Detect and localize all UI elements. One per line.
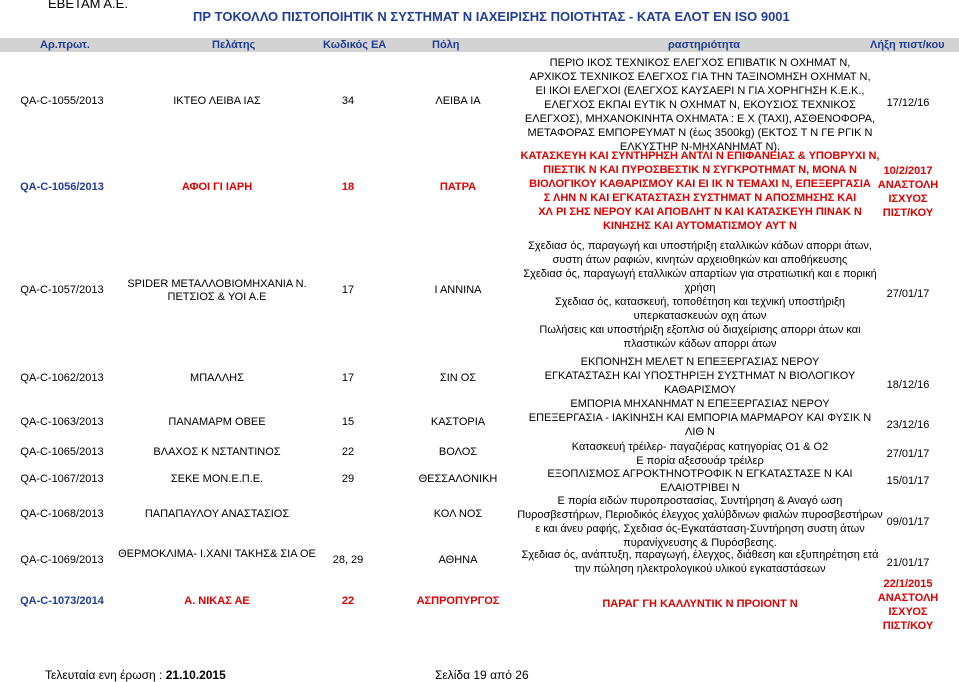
activity-line: ε και άνευ ραφής, Σχεδιασ ός-Εγκατάσταση-Συντήρηση συστη άτων bbox=[535, 523, 865, 535]
activity-line: πυρανίχνευσης & Πυρόσβεσης. bbox=[623, 537, 777, 549]
activity-line: χρήση bbox=[684, 282, 716, 294]
cell-code: 17 bbox=[341, 372, 355, 384]
cell-expiry bbox=[858, 418, 958, 432]
cell-client: ΘΕΡΜΟΚΛΙΜΑ- Ι.ΧΑΝΙ ΤΑΚΗΣ& ΣΙΑ ΟΕ bbox=[118, 548, 316, 560]
cell-protocol: QA-C-1062/2013 bbox=[20, 372, 104, 384]
cell-city: ΑΣΠΡΟΠΥΡΓΟΣ bbox=[416, 595, 500, 607]
cell-city: ΛΕΙΒΑ ΙΑ bbox=[435, 95, 481, 107]
cell-city: Ι ΑΝΝΙΝΑ bbox=[434, 284, 482, 296]
cell-protocol: QA-C-1069/2013 bbox=[20, 554, 104, 566]
cell-client: ΠΑΝΑΜΑΡΜ ΟΒΕΕ bbox=[168, 416, 266, 428]
cell-protocol: QA-C-1073/2014 bbox=[20, 595, 104, 607]
cell-city: ΑΘΗΝΑ bbox=[438, 554, 478, 566]
activity-line: ΕΠΕΞΕΡΓΑΣΙΑ - ΙΑΚΙΝΗΣΗ ΚΑΙ ΕΜΠΟΡΙΑ ΜΑΡΜΑΡΟΥ ΚΑΙ ΦΥΣΙΚ Ν bbox=[528, 412, 872, 424]
activity-line: Πωλήσεις και υποστήριξη εξοπλισ ού διαχείρισης απορρι άτων και bbox=[539, 324, 861, 336]
cell-expiry bbox=[858, 164, 958, 220]
cell-code: 29 bbox=[341, 473, 355, 485]
cell-expiry bbox=[858, 447, 958, 461]
cell-activity bbox=[500, 239, 900, 351]
cell-client: ΑΦΟΙ ΓΙ ΙΑΡΗ bbox=[181, 181, 253, 193]
cell-client: ΙΚΤΕΟ ΛΕΙΒΑ ΙΑΣ bbox=[173, 95, 261, 107]
expiry-line: ΑΝΑΣΤΟΛΗ bbox=[877, 179, 939, 191]
cell-client: Α. ΝΙΚΑΣ ΑΕ bbox=[184, 595, 250, 607]
cell-expiry bbox=[858, 556, 958, 570]
cell-client: ΒΛΑΧΟΣ Κ ΝΣΤΑΝΤΙΝΟΣ bbox=[153, 446, 281, 458]
activity-line: ΕΙ ΙΚΟΙ ΕΛΕΓΧΟΙ (ΕΛΕΓΧΟΣ ΚΑΥΣΑΕΡΙ Ν ΓΙΑ ΧΟΡΗΓΗΣΗ Κ.Ε.Κ., bbox=[535, 85, 865, 97]
activity-line: ΒΙΟΛΟΓΙΚΟΥ ΚΑΘΑΡΙΣΜΟΥ ΚΑΙ ΕΙ ΙΚ Ν ΤΕΜΑΧΙ Ν, ΕΠΕΞΕΡΓΑΣΙΑ bbox=[529, 178, 871, 190]
cell-activity bbox=[500, 597, 900, 611]
cell-code: 22 bbox=[341, 595, 355, 607]
col-header-expiry: Λήξη πιστ/κου bbox=[870, 39, 945, 51]
activity-line: την πώληση ηλεκτρολογικού υλικού εγκαταστάσεων bbox=[574, 563, 826, 575]
expiry-line: ΠΙΣΤ/ΚΟΥ bbox=[882, 620, 934, 632]
activity-line: Ε πορία ειδών πυροπροστασίας, Συντήρηση & Αναγό ωση bbox=[557, 495, 843, 507]
cell-activity bbox=[500, 411, 900, 439]
cell-expiry bbox=[858, 474, 958, 488]
cell-expiry bbox=[858, 96, 958, 110]
col-header-client: Πελάτης bbox=[212, 39, 256, 51]
cell-code: 18 bbox=[341, 181, 355, 193]
page-number: Σελίδα 19 από 26 bbox=[435, 668, 529, 682]
cell-code: 17 bbox=[341, 284, 355, 296]
cell-city: ΚΑΣΤΟΡΙΑ bbox=[430, 416, 486, 428]
cell-protocol: QA-C-1065/2013 bbox=[20, 446, 104, 458]
cell-protocol: QA-C-1056/2013 bbox=[20, 181, 104, 193]
cell-activity bbox=[500, 56, 900, 154]
expiry-line: 17/12/16 bbox=[886, 97, 930, 109]
cell-code: 28, 29 bbox=[332, 554, 364, 566]
cell-code: 22 bbox=[341, 446, 355, 458]
expiry-line: 23/12/16 bbox=[886, 419, 930, 431]
cell-protocol: QA-C-1055/2013 bbox=[20, 95, 104, 107]
col-header-activity: ραστηριότητα bbox=[668, 39, 740, 51]
cell-client: ΠΑΠΑΠΑΥΛΟΥ ΑΝΑΣΤΑΣΙΟΣ bbox=[144, 508, 290, 520]
last-update bbox=[45, 668, 226, 682]
cell-city: ΠΑΤΡΑ bbox=[439, 181, 477, 193]
expiry-line: ΑΝΑΣΤΟΛΗ bbox=[877, 592, 939, 604]
cell-client: ΜΠΑΛΛΗΣ bbox=[190, 372, 244, 384]
activity-line: πλαστικών κάδων απορρι άτων bbox=[623, 338, 777, 350]
cell-client: ΣΕΚΕ ΜΟΝ.Ε.Π.Ε. bbox=[170, 473, 264, 485]
activity-line: ΕΛΑΙΟΤΡΙΒΕΙ Ν bbox=[660, 482, 740, 494]
expiry-line: 21/01/17 bbox=[886, 557, 930, 569]
cell-code: 15 bbox=[341, 416, 355, 428]
activity-line: Κατασκευή τρέιλερ- παγαζιέρας κατηγορίας Ο1 & Ο2 bbox=[571, 441, 829, 453]
cell-expiry bbox=[858, 378, 958, 392]
activity-line: ΚΙΝΗΣΗΣ ΚΑΙ ΑΥΤΟΜΑΤΙΣΜΟΥ ΑΥΤ Ν bbox=[602, 220, 797, 232]
activity-line: Σχεδιασ ός, ανάπτυξη, παραγωγή, έλεγχος, διάθεση και εξυπηρέτηση ετά bbox=[521, 549, 879, 561]
cell-protocol: QA-C-1057/2013 bbox=[20, 284, 104, 296]
activity-line: ΕΛΚΥΣΤΗΡ Ν-ΜΗΧΑΝΗΜΑΤ Ν). bbox=[619, 141, 781, 153]
cell-activity bbox=[500, 355, 900, 411]
expiry-line: 27/01/17 bbox=[886, 288, 930, 300]
expiry-line: ΙΣΧΥΟΣ bbox=[888, 193, 928, 205]
last-update-date: 21.10.2015 bbox=[165, 668, 226, 682]
activity-line: ΜΕΤΑΦΟΡΑΣ ΕΜΠΟΡΕΥΜΑΤ Ν (έως 3500kg) (ΕΚΤΟΣ Τ Ν ΓΕ ΡΓΙΚ Ν bbox=[527, 127, 873, 139]
cell-protocol: QA-C-1067/2013 bbox=[20, 473, 104, 485]
activity-line: ΠΕΡΙΟ ΙΚΟΣ ΤΕΧΝΙΚΟΣ ΕΛΕΓΧΟΣ ΕΠΙΒΑΤΙΚ Ν ΟΧΗΜΑΤ Ν, bbox=[549, 57, 851, 69]
activity-line: Ε πορία αξεσουάρ τρέιλερ bbox=[636, 455, 764, 467]
company-name: ΕΒΕΤΑΜ Α.Ε. bbox=[48, 0, 128, 11]
activity-line: ΕΚΠΟΝΗΣΗ ΜΕΛΕΤ Ν ΕΠΕΞΕΡΓΑΣΙΑΣ ΝΕΡΟΥ bbox=[580, 356, 820, 368]
cell-activity bbox=[500, 440, 900, 468]
activity-line: ΚΑΤΑΣΚΕΥΗ ΚΑΙ ΣΥΝΤΗΡΗΣΗ ΑΝΤΛΙ Ν ΕΠΙΦΑΝΕΙΑΣ & ΥΠΟΒΡΥΧΙ Ν, bbox=[520, 150, 880, 162]
table-header bbox=[0, 38, 959, 52]
cell-activity bbox=[500, 467, 900, 495]
activity-line: Σ ΛΗΝ Ν ΚΑΙ ΕΓΚΑΤΑΣΤΑΣΗ ΣΥΣΤΗΜΑΤ Ν ΑΠΟΣΜΗΣΗΣ ΚΑΙ bbox=[543, 192, 857, 204]
activity-line: ΕΜΠΟΡΙΑ ΜΗΧΑΝΗΜΑΤ Ν ΕΠΕΞΕΡΓΑΣΙΑΣ ΝΕΡΟΥ bbox=[570, 398, 830, 410]
activity-line: ΕΞΟΠΛΙΣΜΟΣ ΑΓΡΟΚΤΗΝΟΤΡΟΦΙΚ Ν ΕΓΚΑΤΑΣΤΑΣΕ Ν ΚΑΙ bbox=[547, 468, 853, 480]
expiry-line: 27/01/17 bbox=[886, 448, 930, 460]
cell-code: 34 bbox=[341, 95, 355, 107]
cell-protocol: QA-C-1068/2013 bbox=[20, 508, 104, 520]
activity-line: ΕΓΚΑΤΑΣΤΑΣΗ ΚΑΙ ΥΠΟΣΤΗΡΙΞΗ ΣΥΣΤΗΜΑΤ Ν ΒΙΟΛΟΓΙΚΟΥ bbox=[544, 370, 856, 382]
activity-line: υπερκατασκευών οχη άτων bbox=[633, 310, 767, 322]
activity-line: ΑΡΧΙΚΟΣ ΤΕΧΝΙΚΟΣ ΕΛΕΓΧΟΣ ΓΙΑ ΤΗΝ ΤΑΞΙΝΟΜΗΣΗ ΟΧΗΜΑΤ Ν, bbox=[529, 71, 871, 83]
activity-line: Πυροσβεστήρων, Περιοδικός έλεγχος χαλύβδινων φιαλών πυροσβεστήρων bbox=[517, 509, 883, 521]
cell-city: ΒΟΛΟΣ bbox=[438, 446, 478, 458]
col-header-city: Πόλη bbox=[432, 39, 460, 51]
cell-city: ΘΕΣΣΑΛΟΝΙΚΗ bbox=[418, 473, 498, 485]
document-title: ΠΡ ΤΟΚΟΛΛΟ ΠΙΣΤΟΠΟΙΗΤΙΚ Ν ΣΥΣΤΗΜΑΤ Ν ΙΑΧΕΙΡΙΣΗΣ ΠΟΙΟΤΗΤΑΣ - ΚΑΤΑ ΕΛΟΤ EN ISO 9001 bbox=[193, 9, 790, 24]
cell-expiry bbox=[858, 287, 958, 301]
activity-line: ΚΑΘΑΡΙΣΜΟΥ bbox=[663, 384, 737, 396]
activity-line: ΠΙΕΣΤΙΚ Ν ΚΑΙ ΠΥΡΟΣΒΕΣΤΙΚ Ν ΣΥΓΚΡΟΤΗΜΑΤ Ν, ΜΟΝΑ Ν bbox=[543, 164, 857, 176]
activity-line: ΧΛ ΡΙ ΣΗΣ ΝΕΡΟΥ ΚΑΙ ΑΠΟΒΛΗΤ Ν ΚΑΙ ΚΑΤΑΣΚΕΥΗ ΠΙΝΑΚ Ν bbox=[538, 206, 862, 218]
cell-city: ΣΙΝ ΟΣ bbox=[439, 372, 477, 384]
activity-line: ΕΛΕΓΧΟΣ ΕΚΠΑΙ ΕΥΤΙΚ Ν ΟΧΗΜΑΤ Ν, ΕΚΟΥΣΙΟΣ ΤΕΧΝΙΚΟΣ bbox=[544, 99, 856, 111]
expiry-line: ΙΣΧΥΟΣ bbox=[888, 606, 928, 618]
expiry-line: 10/2/2017 bbox=[883, 165, 933, 177]
activity-line: ΛΙΘ Ν bbox=[685, 426, 715, 438]
expiry-line: 15/01/17 bbox=[886, 475, 930, 487]
activity-line: Σχεδιασ ός, παραγωγή και υποστήριξη εταλλικών κάδων απορρι άτων, bbox=[528, 240, 872, 252]
cell-activity bbox=[500, 548, 900, 576]
cell-city: ΚΟΛ ΝΟΣ bbox=[433, 508, 483, 520]
cell-activity bbox=[500, 494, 900, 550]
expiry-line: 18/12/16 bbox=[886, 379, 930, 391]
cell-client: SPIDER ΜΕΤΑΛΛΟΒΙΟΜΗΧΑΝΙΑ Ν. ΠΕΤΣΙΟΣ & ΥΟΙ Α.Ε bbox=[127, 278, 307, 303]
expiry-line: ΠΙΣΤ/ΚΟΥ bbox=[882, 207, 934, 219]
cell-protocol: QA-C-1063/2013 bbox=[20, 416, 104, 428]
activity-line: ΕΛΕΓΧΟΣ), ΜΗΧΑΝΟΚΙΝΗΤΑ ΟΧΗΜΑΤΑ : Ε Χ (ΤΑΧΙ), ΑΣΘΕΝΟΦΟΡΑ, bbox=[524, 113, 876, 125]
cell-activity bbox=[500, 149, 900, 233]
col-header-protocol: Αρ.πρωτ. bbox=[40, 39, 90, 51]
activity-line: συστη άτων ραφιών, κινητών αρχειοθηκών και αποθήκευσης bbox=[552, 254, 848, 266]
col-header-code: Κωδικός ΕΑ bbox=[323, 39, 387, 51]
activity-line: ΠΑΡΑΓ ΓΗ ΚΑΛΛΥΝΤΙΚ Ν ΠΡΟΙΟΝΤ Ν bbox=[602, 598, 798, 610]
cell-expiry bbox=[858, 515, 958, 529]
activity-line: Σχεδιασ ός, κατασκευή, τοποθέτηση και τεχνική υποστήριξη bbox=[554, 296, 846, 308]
expiry-line: 22/1/2015 bbox=[883, 578, 933, 590]
activity-line: Σχεδιασ ός, παραγωγή εταλλικών απαρτίων για στρατιωτική και ε πορική bbox=[523, 268, 877, 280]
expiry-line: 09/01/17 bbox=[886, 516, 930, 528]
last-update-label: Τελευταία ενη έρωση : bbox=[45, 668, 163, 682]
cell-expiry bbox=[858, 577, 958, 633]
